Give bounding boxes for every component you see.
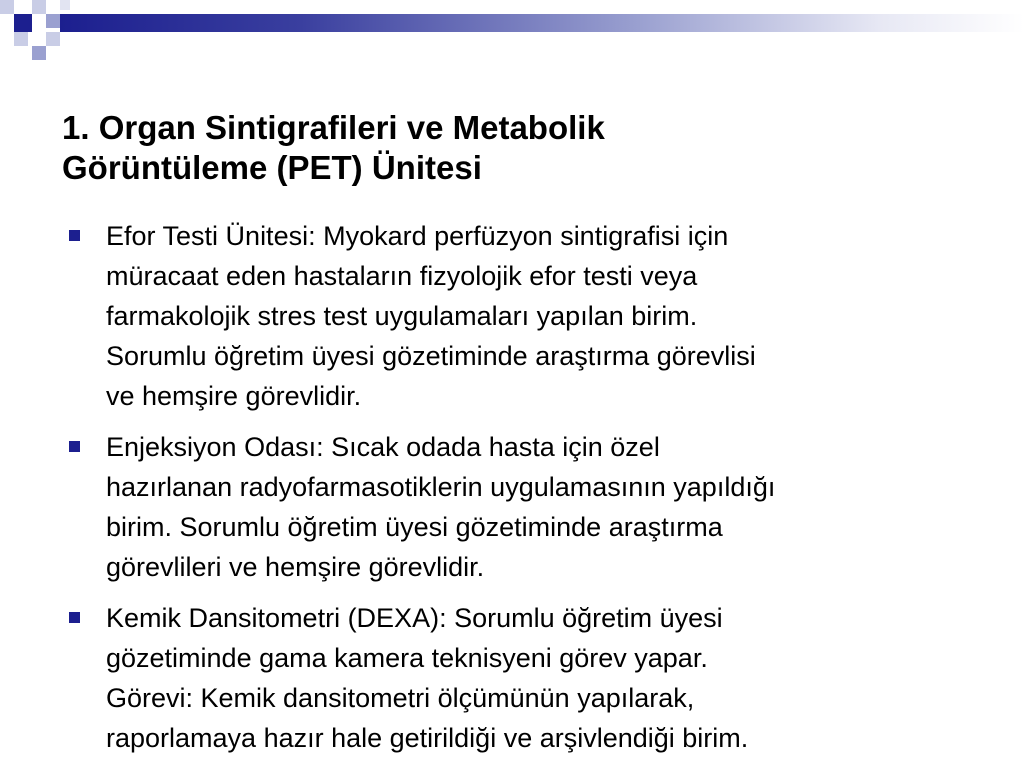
bullet-text-line: gözetiminde gama kamera teknisyeni görev yapar. (106, 643, 708, 673)
bullet-item-enjeksiyon-odasi (66, 427, 966, 587)
bullet-text-line: ve hemşire görevlidir. (106, 381, 362, 411)
bullet-list (66, 216, 966, 768)
corner-decoration-square (14, 14, 32, 32)
bullet-text-line: Sorumlu öğretim üyesi gözetiminde araştırma görevlisi (106, 341, 756, 371)
corner-decoration-square (46, 32, 60, 46)
bullet-text-line: görevlileri ve hemşire görevlidir. (106, 552, 485, 582)
bullet-text-line: Efor Testi Ünitesi: Myokard perfüzyon sintigrafisi için (106, 221, 729, 251)
corner-decoration-square (0, 0, 14, 14)
bullet-text-line: farmakolojik stres test uygulamaları yapılan birim. (106, 301, 698, 331)
corner-decoration-square (14, 32, 28, 46)
bullet-text-line: müracaat eden hastaların fizyolojik efor testi veya (106, 261, 698, 291)
bullet-text-line: Enjeksiyon Odası: Sıcak odada hasta için özel (106, 432, 660, 462)
corner-decoration-square (46, 14, 60, 28)
square-bullet-icon (69, 441, 80, 452)
slide-title (62, 108, 962, 188)
corner-decoration-square (60, 0, 70, 10)
bullet-item-efor-testi (66, 216, 966, 416)
bullet-text-line: Kemik Dansitometri (DEXA): Sorumlu öğretim üyesi (106, 603, 723, 633)
bullet-text-line: birim. Sorumlu öğretim üyesi gözetiminde araştırma (106, 512, 723, 542)
header-gradient-bar (60, 14, 1024, 32)
corner-decoration-square (32, 46, 46, 60)
bullet-text-line: raporlamaya hazır hale getirildiği ve arşivlendiği birim. (106, 723, 749, 753)
corner-decoration-square (32, 0, 46, 14)
bullet-item-kemik-dansitometri (66, 598, 966, 758)
square-bullet-icon (69, 230, 80, 241)
slide-title-line: Görüntüleme (PET) Ünitesi (62, 149, 482, 186)
slide-title-line: 1. Organ Sintigrafileri ve Metabolik (62, 109, 605, 146)
bullet-text-line: Görevi: Kemik dansitometri ölçümünün yapılarak, (106, 683, 695, 713)
bullet-text-line: hazırlanan radyofarmasotiklerin uygulamasının yapıldığı (106, 472, 776, 502)
square-bullet-icon (69, 612, 80, 623)
